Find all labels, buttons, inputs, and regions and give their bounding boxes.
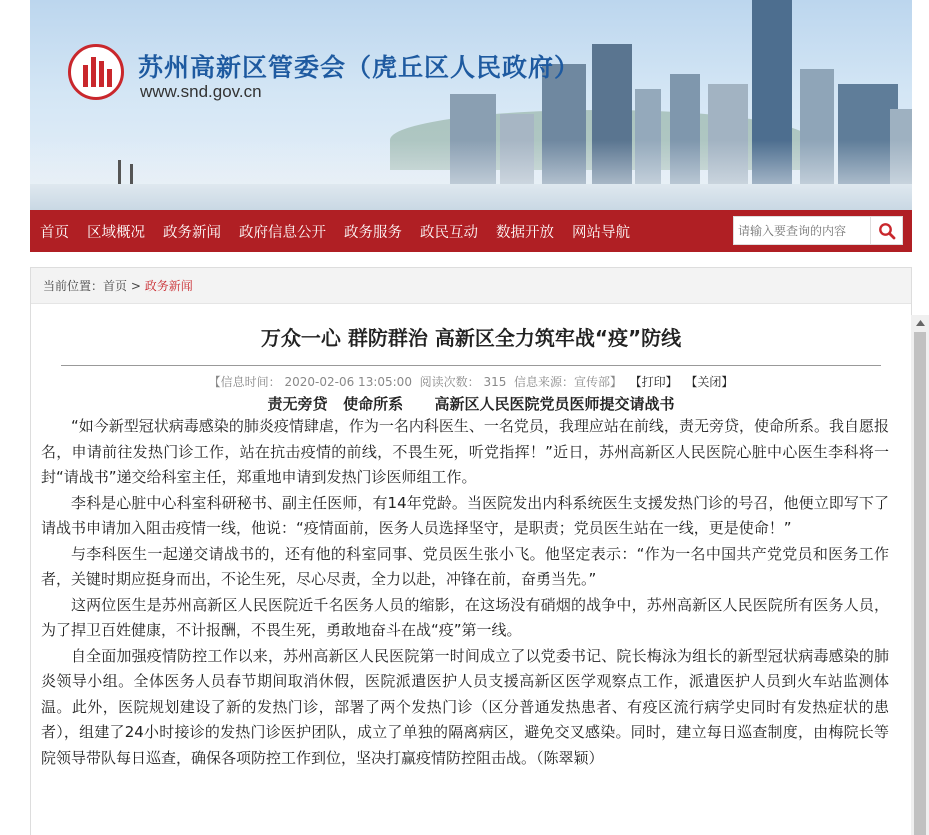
nav-item-gov-services[interactable]: 政务服务 — [344, 224, 402, 241]
search-input[interactable] — [733, 216, 871, 245]
article-paragraph: 这两位医生是苏州高新区人民医院近千名医务人员的缩影，在这场没有硝烟的战争中，苏州高新区人民医院所有医务人员，为了捍卫百姓健康，不计报酬，不畏生死，勇敢地奋斗在战“疫”第一线。 — [41, 595, 889, 639]
article-meta — [31, 373, 911, 390]
nav-item-home[interactable]: 首页 — [40, 224, 69, 241]
close-link[interactable]: 【关闭】 — [685, 375, 734, 389]
views-count: 315 — [483, 375, 507, 389]
chevron-up-icon — [916, 320, 925, 326]
breadcrumb-current[interactable]: 政务新闻 — [144, 279, 193, 293]
content-frame — [30, 267, 912, 835]
article-paragraph: 与李科医生一起递交请战书的，还有他的科室同事、党员医生张小飞。他坚定表示：“作为一名中国共产党党员和医务工作者，关键时期应挺身而出，不论生死，尽心尽责，全力以赴，冲锋在前，奋勇当先。” — [41, 544, 889, 588]
banner-water — [30, 184, 912, 210]
article-subtitle: 责无旁贷 使命所系 高新区人民医院党员医师提交请战书 — [267, 395, 675, 413]
site-title: 苏州高新区管委会（虎丘区人民政府） — [138, 53, 581, 82]
article-paragraph: 李科是心脏中心科室科研秘书、副主任医师，有14年党龄。当医院发出内科系统医生支援发热门诊的号召，他便立即写下了请战书申请加入阻击疫情一线，他说：“疫情面前，医务人员选择坚守，是职责；党员医生站在一线，更是使命！” — [41, 493, 889, 537]
title-divider — [61, 365, 881, 366]
main-nav — [30, 210, 912, 252]
print-link[interactable]: 【打印】 — [629, 375, 678, 389]
site-url: www.snd.gov.cn — [140, 82, 262, 101]
article-body — [41, 414, 889, 771]
nav-item-site-guide[interactable]: 网站导航 — [572, 224, 630, 241]
search-box — [733, 216, 903, 245]
breadcrumb-home[interactable]: 首页 — [103, 279, 128, 293]
scrollbar-thumb[interactable] — [914, 332, 926, 835]
source-value: 宣传部】 — [574, 375, 623, 389]
nav-item-government-news[interactable]: 政务新闻 — [163, 224, 221, 241]
article-title: 万众一心 群防群治 高新区全力筑牢战“疫”防线 — [260, 326, 682, 350]
snd-logo-icon — [68, 44, 124, 100]
search-icon — [878, 222, 896, 240]
breadcrumb-separator: > — [130, 279, 141, 293]
article-paragraph: “如今新型冠状病毒感染的肺炎疫情肆虐，作为一名内科医生、一名党员，我理应站在前线，责无旁贷，使命所系。我自愿报名，申请前往发热门诊工作，站在抗击疫情的前线，不畏生死，听党指挥！”近日，苏州高新区人民医院心脏中心医生李科将一封“请战书”递交给科室主任，郑重地申请到发热门诊医师组工作。 — [41, 417, 889, 486]
nav-item-info-disclosure[interactable]: 政府信息公开 — [239, 224, 326, 241]
info-time: 2020-02-06 13:05:00 — [284, 375, 412, 389]
header-banner — [30, 0, 912, 210]
breadcrumb — [31, 268, 911, 304]
breadcrumb-prefix: 当前位置： — [43, 279, 104, 293]
views-label: 阅读次数： — [419, 375, 480, 389]
scroll-up-button[interactable] — [911, 316, 929, 330]
nav-item-region-overview[interactable]: 区域概况 — [87, 224, 145, 241]
article-paragraph: 自全面加强疫情防控工作以来，苏州高新区人民医院第一时间成立了以党委书记、院长梅泳为组长的新型冠状病毒感染的肺炎领导小组。全体医务人员春节期间取消休假，医院派遣医护人员支援高新区医学观察点工作，派遣医护人员到火车站监测体温。此外，医院规划建设了新的发热门诊，部署了两个发热门诊（区分普通发热患者、有疫区流行病学史同时有发热症状的患者），组建了24小时接诊的发热门诊医护团队，成立了单独的隔离病区，避免交叉感染。同时，建立每日巡查制度，由梅院长等院领导带队每日巡查，确保各项防控工作到位，坚决打赢疫情防控阻击战。（陈翠颖） — [41, 646, 889, 767]
source-label: 信息来源： — [513, 375, 574, 389]
info-time-label: 【信息时间： — [208, 375, 281, 389]
nav-item-interaction[interactable]: 政民互动 — [420, 224, 478, 241]
nav-item-open-data[interactable]: 数据开放 — [496, 224, 554, 241]
search-button[interactable] — [871, 216, 903, 245]
